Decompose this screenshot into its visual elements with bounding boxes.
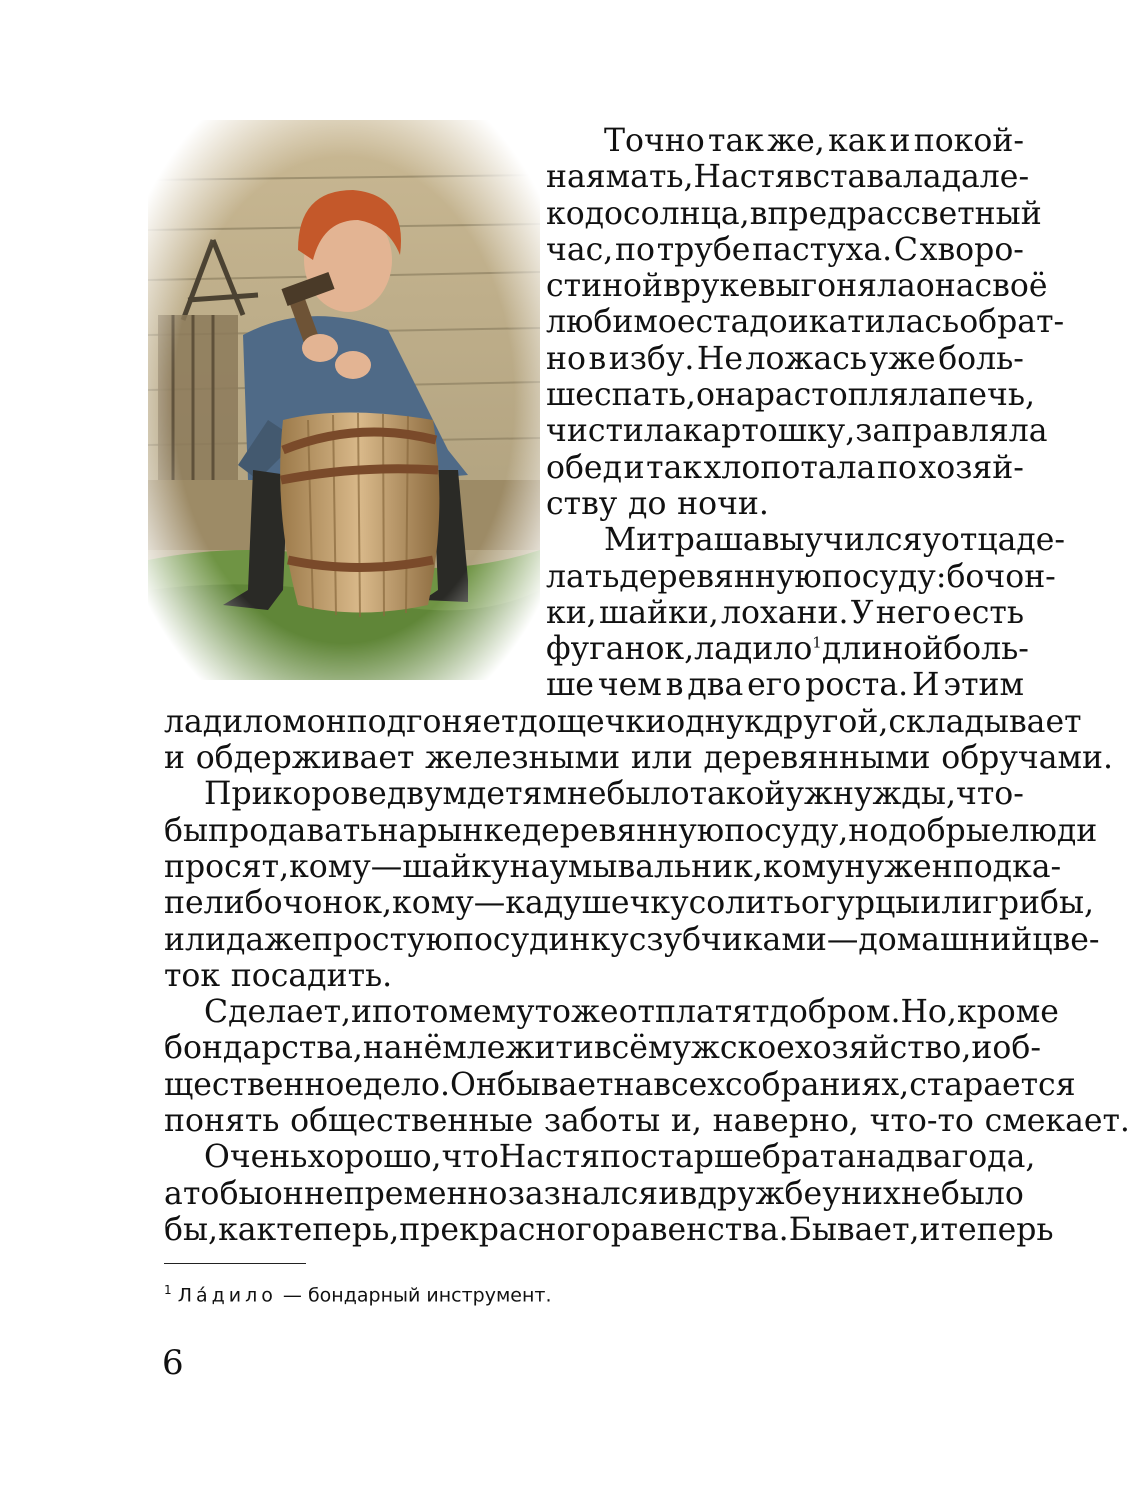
page-number: 6 bbox=[162, 1343, 184, 1383]
text-line: ству до ночи. bbox=[546, 485, 769, 522]
footnote bbox=[164, 1283, 552, 1306]
text-line: а то бы он непременно зазнался и в дружбе у них не было bbox=[164, 1175, 1024, 1212]
text-line: стиной в руке выгоняла она своё bbox=[546, 268, 1048, 305]
text-line: ки, шайки, лохани. У него есть bbox=[546, 594, 1024, 631]
text-line: Митраша выучился у отца де- bbox=[604, 522, 1066, 559]
text-line: При корове двум детям не было такой уж нужды, что- bbox=[204, 776, 1024, 813]
footnote-marker: 1 bbox=[164, 1283, 172, 1297]
text-line: фуганок, ладило$^1$ длиной боль- bbox=[546, 631, 1029, 668]
text-line: щественное дело. Он бывает на всех собраниях, старается bbox=[164, 1066, 1076, 1103]
text-line: бондарства, на нём лежит и всё мужское хозяйство, и об- bbox=[164, 1030, 1041, 1067]
body-text bbox=[164, 123, 1130, 1248]
text-line: но в избу. Не ложась уже боль- bbox=[546, 340, 1024, 377]
text-line: ладилом он подгоняет дощечки одну к другой, складывает bbox=[164, 703, 1082, 740]
text-line: Сделает, и потом ему тоже отплатят добром. Но, кроме bbox=[204, 994, 1059, 1031]
text-line: лать деревянную посуду: бочон- bbox=[546, 558, 1056, 595]
text-line: Точно так же, как и покой- bbox=[604, 123, 1024, 159]
text-line: просят, кому — шайку на умывальник, кому нужен под ка- bbox=[164, 848, 1062, 885]
text-line: и обдерживает железными или деревянными обручами. bbox=[164, 740, 1113, 777]
text-line: понять общественные заботы и, наверно, что-то смекает. bbox=[164, 1103, 1130, 1140]
text-line: пели бочонок, кому — кадушечку солить огурцы или грибы, bbox=[164, 885, 1095, 922]
text-line: ше спать, она растопляла печь, bbox=[546, 377, 1035, 414]
text-line: любимое стадо и катилась обрат- bbox=[546, 304, 1065, 341]
text-line: ток посадить. bbox=[164, 957, 393, 994]
text-line: чистила картошку, заправляла bbox=[546, 413, 1048, 450]
footnote-definition: — бондарный инструмент. bbox=[282, 1284, 552, 1307]
text-line: ная мать, Настя вставала дале- bbox=[546, 159, 1030, 196]
text-line: Очень хорошо, что Настя постарше брата на два года, bbox=[204, 1139, 1036, 1176]
text-line: час, по трубе пастуха. С хворо- bbox=[546, 231, 1024, 268]
text-line: ко до солнца, в предрассветный bbox=[546, 195, 1042, 232]
text-line: бы, как теперь, прекрасного равенства. Бывает, и теперь bbox=[164, 1211, 1054, 1248]
text-line: ше чем в два его роста. И этим bbox=[546, 667, 1024, 704]
text-line: или даже простую посудинку с зубчиками — домашний цве- bbox=[164, 921, 1100, 958]
footnote-term: Ла́дило bbox=[177, 1284, 277, 1307]
text-line: бы продавать на рынке деревянную посуду, но добрые люди bbox=[164, 812, 1098, 849]
footnote-divider bbox=[164, 1263, 306, 1264]
text-line: обед и так хлопотала по хозяй- bbox=[546, 449, 1024, 486]
